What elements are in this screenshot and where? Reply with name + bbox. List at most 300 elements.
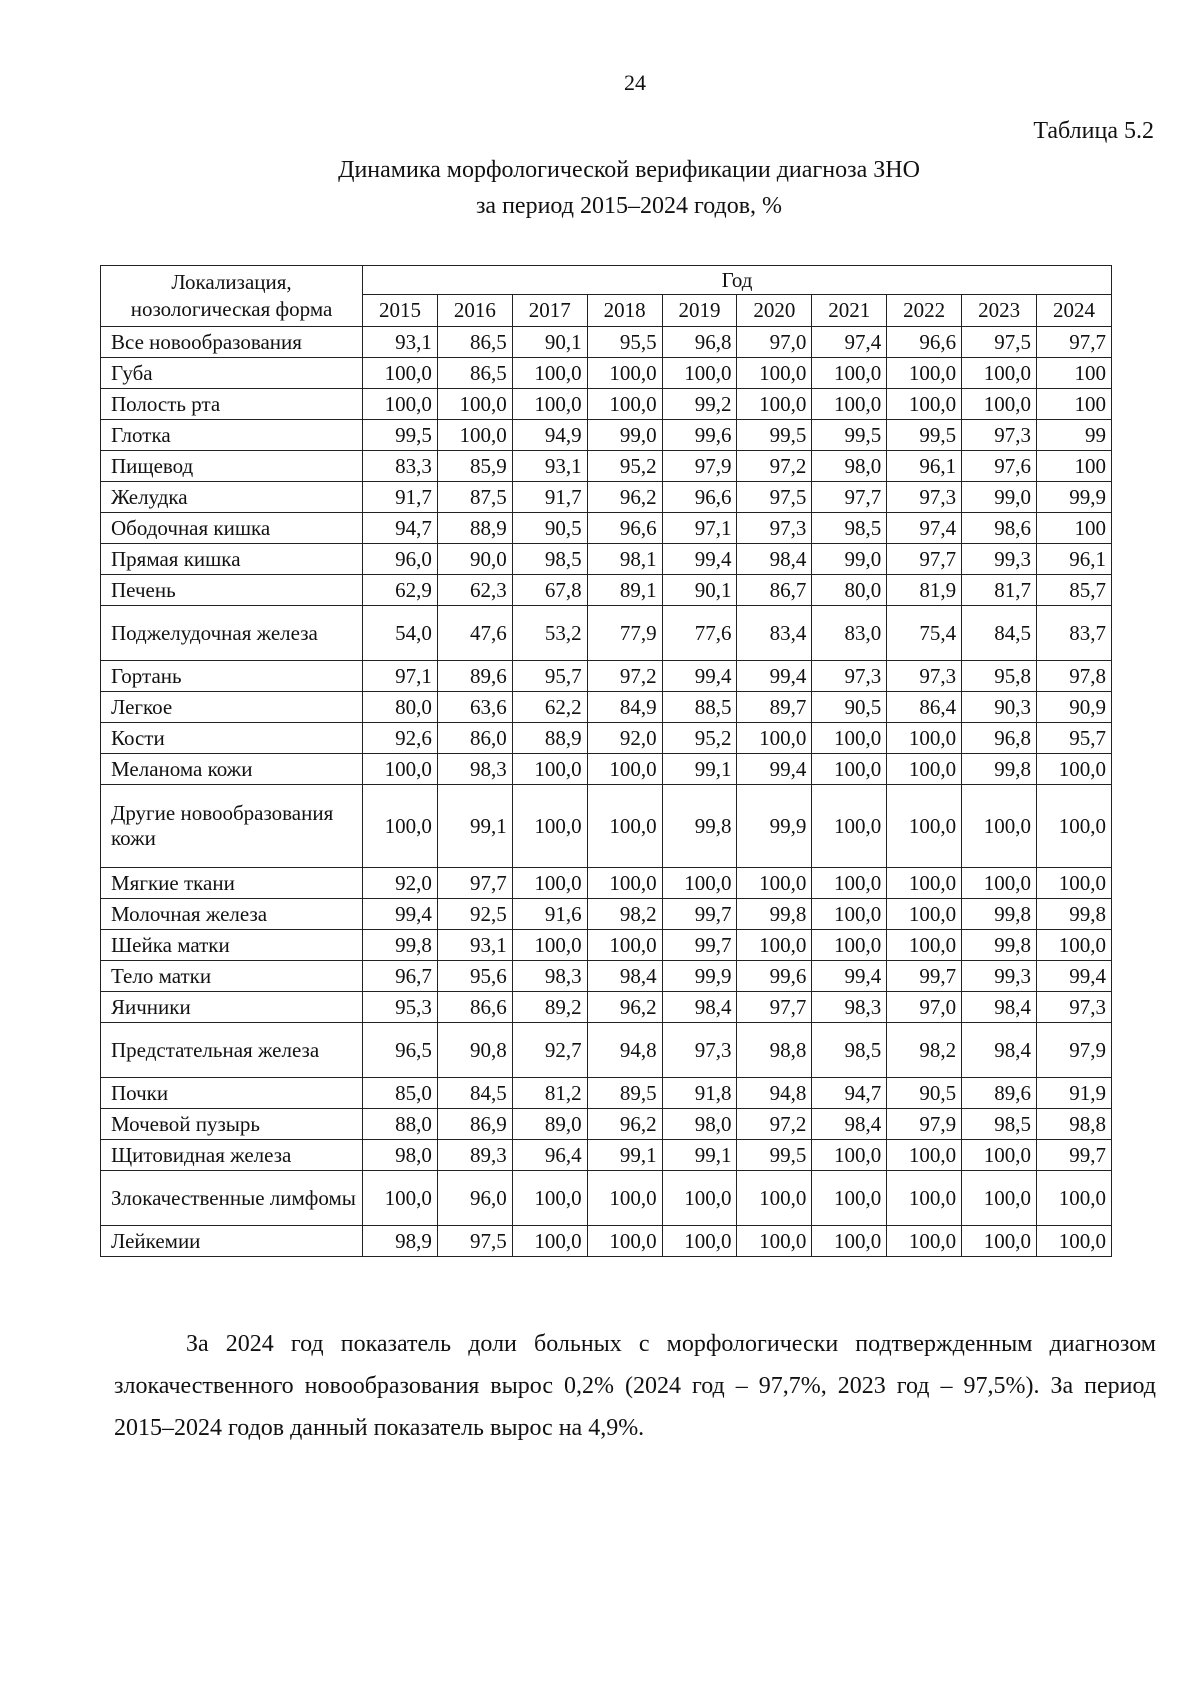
value-cell: 99,8 xyxy=(1037,899,1112,930)
value-cell: 97,3 xyxy=(1037,992,1112,1023)
value-cell: 63,6 xyxy=(437,692,512,723)
value-cell: 99,7 xyxy=(887,961,962,992)
value-cell: 97,2 xyxy=(737,451,812,482)
value-cell: 100,0 xyxy=(737,1171,812,1226)
value-cell: 100,0 xyxy=(512,1171,587,1226)
table-row xyxy=(101,575,1112,606)
value-cell: 86,7 xyxy=(737,575,812,606)
value-cell: 96,6 xyxy=(662,482,737,513)
value-cell: 100,0 xyxy=(962,868,1037,899)
value-cell: 100,0 xyxy=(363,389,438,420)
localization-cell: Полость рта xyxy=(101,389,363,420)
value-cell: 89,2 xyxy=(512,992,587,1023)
table-body xyxy=(101,327,1112,1257)
value-cell: 100,0 xyxy=(587,868,662,899)
value-cell: 100,0 xyxy=(512,1226,587,1257)
year-header-cell: 2015 xyxy=(363,295,438,327)
value-cell: 96,4 xyxy=(512,1140,587,1171)
value-cell: 98,4 xyxy=(812,1109,887,1140)
value-cell: 99,4 xyxy=(737,754,812,785)
value-cell: 99,4 xyxy=(812,961,887,992)
value-cell: 86,4 xyxy=(887,692,962,723)
value-cell: 98,4 xyxy=(962,1023,1037,1078)
value-cell: 77,6 xyxy=(662,606,737,661)
value-cell: 97,3 xyxy=(812,661,887,692)
value-cell: 100,0 xyxy=(812,389,887,420)
value-cell: 99,3 xyxy=(962,961,1037,992)
value-cell: 99,8 xyxy=(737,899,812,930)
value-cell: 98,4 xyxy=(662,992,737,1023)
value-cell: 100,0 xyxy=(887,1226,962,1257)
value-cell: 91,9 xyxy=(1037,1078,1112,1109)
value-cell: 98,5 xyxy=(962,1109,1037,1140)
value-cell: 100,0 xyxy=(962,1140,1037,1171)
value-cell: 77,9 xyxy=(587,606,662,661)
table-row xyxy=(101,451,1112,482)
value-cell: 100,0 xyxy=(363,754,438,785)
value-cell: 99,1 xyxy=(662,754,737,785)
table-row xyxy=(101,358,1112,389)
localization-header: Локализация, нозологическая форма xyxy=(101,266,363,327)
value-cell: 96,2 xyxy=(587,482,662,513)
value-cell: 90,1 xyxy=(662,575,737,606)
value-cell: 100,0 xyxy=(1037,785,1112,868)
value-cell: 97,7 xyxy=(887,544,962,575)
value-cell: 96,6 xyxy=(587,513,662,544)
value-cell: 99,9 xyxy=(1037,482,1112,513)
value-cell: 100,0 xyxy=(1037,754,1112,785)
value-cell: 99,8 xyxy=(962,899,1037,930)
value-cell: 53,2 xyxy=(512,606,587,661)
verification-table xyxy=(100,265,1112,1257)
value-cell: 89,7 xyxy=(737,692,812,723)
table-row xyxy=(101,754,1112,785)
value-cell: 99,4 xyxy=(662,661,737,692)
value-cell: 98,4 xyxy=(962,992,1037,1023)
table-row xyxy=(101,1109,1112,1140)
value-cell: 83,7 xyxy=(1037,606,1112,661)
value-cell: 88,5 xyxy=(662,692,737,723)
value-cell: 100,0 xyxy=(887,389,962,420)
value-cell: 99,7 xyxy=(1037,1140,1112,1171)
value-cell: 92,7 xyxy=(512,1023,587,1078)
value-cell: 90,5 xyxy=(812,692,887,723)
value-cell: 100 xyxy=(1037,513,1112,544)
table-row xyxy=(101,661,1112,692)
value-cell: 94,8 xyxy=(737,1078,812,1109)
table-row xyxy=(101,692,1112,723)
table-row xyxy=(101,606,1112,661)
value-cell: 83,0 xyxy=(812,606,887,661)
year-header-cell: 2017 xyxy=(512,295,587,327)
localization-cell: Шейка матки xyxy=(101,930,363,961)
localization-cell: Гортань xyxy=(101,661,363,692)
value-cell: 100,0 xyxy=(587,930,662,961)
value-cell: 99,5 xyxy=(737,420,812,451)
table-row xyxy=(101,868,1112,899)
value-cell: 97,7 xyxy=(437,868,512,899)
value-cell: 99,3 xyxy=(962,544,1037,575)
localization-cell: Глотка xyxy=(101,420,363,451)
value-cell: 99,9 xyxy=(662,961,737,992)
value-cell: 99,0 xyxy=(587,420,662,451)
value-cell: 100 xyxy=(1037,451,1112,482)
value-cell: 98,2 xyxy=(887,1023,962,1078)
value-cell: 97,3 xyxy=(962,420,1037,451)
value-cell: 98,0 xyxy=(363,1140,438,1171)
localization-cell: Лейкемии xyxy=(101,1226,363,1257)
value-cell: 98,5 xyxy=(812,1023,887,1078)
value-cell: 100,0 xyxy=(737,358,812,389)
value-cell: 96,0 xyxy=(363,544,438,575)
value-cell: 90,5 xyxy=(887,1078,962,1109)
value-cell: 95,7 xyxy=(1037,723,1112,754)
value-cell: 97,0 xyxy=(887,992,962,1023)
value-cell: 81,9 xyxy=(887,575,962,606)
value-cell: 91,7 xyxy=(512,482,587,513)
value-cell: 86,9 xyxy=(437,1109,512,1140)
localization-cell: Ободочная кишка xyxy=(101,513,363,544)
value-cell: 97,4 xyxy=(887,513,962,544)
value-cell: 80,0 xyxy=(812,575,887,606)
value-cell: 98,9 xyxy=(363,1226,438,1257)
value-cell: 100,0 xyxy=(887,785,962,868)
value-cell: 100,0 xyxy=(512,868,587,899)
value-cell: 100,0 xyxy=(587,1171,662,1226)
localization-cell: Желудка xyxy=(101,482,363,513)
value-cell: 85,9 xyxy=(437,451,512,482)
table-row xyxy=(101,389,1112,420)
value-cell: 98,8 xyxy=(737,1023,812,1078)
value-cell: 92,5 xyxy=(437,899,512,930)
value-cell: 81,2 xyxy=(512,1078,587,1109)
value-cell: 100,0 xyxy=(887,358,962,389)
value-cell: 54,0 xyxy=(363,606,438,661)
summary-paragraph: За 2024 год показатель доли больных с морфологически подтвержденным диагнозом злокачественного новообразования вырос 0,2% (2024 год – 97,7%, 2023 год – 97,5%). За период 2015–2024 годов данный показатель вырос на 4,9%. xyxy=(114,1331,1156,1441)
value-cell: 100,0 xyxy=(437,389,512,420)
value-cell: 98,5 xyxy=(512,544,587,575)
table-row xyxy=(101,1023,1112,1078)
value-cell: 100,0 xyxy=(662,358,737,389)
year-header-cell: 2023 xyxy=(962,295,1037,327)
value-cell: 97,9 xyxy=(1037,1023,1112,1078)
value-cell: 100,0 xyxy=(812,754,887,785)
localization-cell: Все новообразования xyxy=(101,327,363,358)
value-cell: 100,0 xyxy=(887,1171,962,1226)
value-cell: 97,3 xyxy=(887,482,962,513)
value-cell: 95,3 xyxy=(363,992,438,1023)
table-row xyxy=(101,1171,1112,1226)
value-cell: 100,0 xyxy=(737,930,812,961)
value-cell: 97,5 xyxy=(737,482,812,513)
value-cell: 98,0 xyxy=(662,1109,737,1140)
localization-cell: Молочная железа xyxy=(101,899,363,930)
value-cell: 86,0 xyxy=(437,723,512,754)
value-cell: 89,0 xyxy=(512,1109,587,1140)
value-cell: 98,3 xyxy=(512,961,587,992)
value-cell: 91,8 xyxy=(662,1078,737,1109)
value-cell: 100,0 xyxy=(962,358,1037,389)
table-row xyxy=(101,420,1112,451)
value-cell: 100,0 xyxy=(812,930,887,961)
value-cell: 97,3 xyxy=(662,1023,737,1078)
value-cell: 96,1 xyxy=(887,451,962,482)
localization-cell: Яичники xyxy=(101,992,363,1023)
value-cell: 96,8 xyxy=(662,327,737,358)
value-cell: 97,3 xyxy=(737,513,812,544)
value-cell: 85,7 xyxy=(1037,575,1112,606)
value-cell: 96,6 xyxy=(887,327,962,358)
value-cell: 99 xyxy=(1037,420,1112,451)
value-cell: 100,0 xyxy=(587,358,662,389)
value-cell: 89,6 xyxy=(437,661,512,692)
value-cell: 88,9 xyxy=(512,723,587,754)
value-cell: 100,0 xyxy=(812,358,887,389)
value-cell: 94,7 xyxy=(812,1078,887,1109)
value-cell: 90,5 xyxy=(512,513,587,544)
localization-cell: Кости xyxy=(101,723,363,754)
value-cell: 95,5 xyxy=(587,327,662,358)
page-number: 24 xyxy=(624,70,646,95)
value-cell: 100,0 xyxy=(1037,868,1112,899)
value-cell: 93,1 xyxy=(437,930,512,961)
value-cell: 100,0 xyxy=(887,723,962,754)
localization-cell: Прямая кишка xyxy=(101,544,363,575)
value-cell: 91,7 xyxy=(363,482,438,513)
value-cell: 100,0 xyxy=(737,868,812,899)
value-cell: 99,6 xyxy=(737,961,812,992)
value-cell: 97,5 xyxy=(962,327,1037,358)
table-row xyxy=(101,961,1112,992)
table-row xyxy=(101,513,1112,544)
value-cell: 62,3 xyxy=(437,575,512,606)
value-cell: 100,0 xyxy=(887,899,962,930)
value-cell: 99,4 xyxy=(1037,961,1112,992)
value-cell: 100 xyxy=(1037,358,1112,389)
value-cell: 100,0 xyxy=(812,1171,887,1226)
value-cell: 100,0 xyxy=(1037,1171,1112,1226)
value-cell: 99,7 xyxy=(662,930,737,961)
table-row xyxy=(101,992,1112,1023)
localization-cell: Меланома кожи xyxy=(101,754,363,785)
value-cell: 97,7 xyxy=(737,992,812,1023)
value-cell: 90,3 xyxy=(962,692,1037,723)
year-header-cell: 2020 xyxy=(737,295,812,327)
value-cell: 84,5 xyxy=(962,606,1037,661)
localization-cell: Мягкие ткани xyxy=(101,868,363,899)
table-row xyxy=(101,544,1112,575)
value-cell: 86,6 xyxy=(437,992,512,1023)
value-cell: 96,0 xyxy=(437,1171,512,1226)
value-cell: 100,0 xyxy=(962,1171,1037,1226)
value-cell: 100,0 xyxy=(587,754,662,785)
value-cell: 99,5 xyxy=(737,1140,812,1171)
table-row xyxy=(101,930,1112,961)
value-cell: 100,0 xyxy=(962,389,1037,420)
value-cell: 90,9 xyxy=(1037,692,1112,723)
localization-cell: Мочевой пузырь xyxy=(101,1109,363,1140)
value-cell: 99,5 xyxy=(887,420,962,451)
value-cell: 83,4 xyxy=(737,606,812,661)
value-cell: 87,5 xyxy=(437,482,512,513)
localization-cell: Почки xyxy=(101,1078,363,1109)
value-cell: 99,4 xyxy=(363,899,438,930)
value-cell: 92,6 xyxy=(363,723,438,754)
value-cell: 99,8 xyxy=(962,930,1037,961)
value-cell: 98,4 xyxy=(737,544,812,575)
value-cell: 100,0 xyxy=(812,1226,887,1257)
year-header-cell: 2021 xyxy=(812,295,887,327)
value-cell: 97,9 xyxy=(887,1109,962,1140)
value-cell: 100,0 xyxy=(812,1140,887,1171)
value-cell: 100,0 xyxy=(587,1226,662,1257)
value-cell: 100,0 xyxy=(363,358,438,389)
value-cell: 100,0 xyxy=(512,754,587,785)
localization-cell: Тело матки xyxy=(101,961,363,992)
value-cell: 83,3 xyxy=(363,451,438,482)
localization-cell: Легкое xyxy=(101,692,363,723)
value-cell: 96,7 xyxy=(363,961,438,992)
value-cell: 100,0 xyxy=(887,754,962,785)
value-cell: 100,0 xyxy=(737,389,812,420)
value-cell: 100,0 xyxy=(887,868,962,899)
value-cell: 94,9 xyxy=(512,420,587,451)
value-cell: 100,0 xyxy=(662,868,737,899)
year-header-cell: 2019 xyxy=(662,295,737,327)
value-cell: 90,8 xyxy=(437,1023,512,1078)
value-cell: 99,5 xyxy=(363,420,438,451)
year-header-cell: 2022 xyxy=(887,295,962,327)
value-cell: 98,8 xyxy=(1037,1109,1112,1140)
value-cell: 97,7 xyxy=(1037,327,1112,358)
localization-cell: Щитовидная железа xyxy=(101,1140,363,1171)
value-cell: 100,0 xyxy=(962,785,1037,868)
table-label: Таблица 5.2 xyxy=(1033,118,1154,144)
table-row xyxy=(101,723,1112,754)
value-cell: 75,4 xyxy=(887,606,962,661)
value-cell: 99,6 xyxy=(662,420,737,451)
value-cell: 100,0 xyxy=(887,930,962,961)
value-cell: 90,0 xyxy=(437,544,512,575)
value-cell: 97,2 xyxy=(587,661,662,692)
value-cell: 86,5 xyxy=(437,358,512,389)
localization-cell: Злокачественные лимфомы xyxy=(101,1171,363,1226)
year-group-header: Год xyxy=(363,266,1112,295)
value-cell: 94,8 xyxy=(587,1023,662,1078)
table-row xyxy=(101,785,1112,868)
value-cell: 92,0 xyxy=(363,868,438,899)
value-cell: 99,1 xyxy=(662,1140,737,1171)
value-cell: 85,0 xyxy=(363,1078,438,1109)
year-header-cell: 2018 xyxy=(587,295,662,327)
value-cell: 100,0 xyxy=(512,930,587,961)
value-cell: 98,4 xyxy=(587,961,662,992)
value-cell: 100,0 xyxy=(812,723,887,754)
value-cell: 89,1 xyxy=(587,575,662,606)
localization-cell: Предстательная железа xyxy=(101,1023,363,1078)
value-cell: 96,5 xyxy=(363,1023,438,1078)
value-cell: 100,0 xyxy=(1037,1226,1112,1257)
value-cell: 86,5 xyxy=(437,327,512,358)
value-cell: 89,5 xyxy=(587,1078,662,1109)
value-cell: 89,3 xyxy=(437,1140,512,1171)
localization-cell: Поджелудочная железа xyxy=(101,606,363,661)
value-cell: 97,3 xyxy=(887,661,962,692)
value-cell: 100,0 xyxy=(812,868,887,899)
value-cell: 100,0 xyxy=(812,785,887,868)
value-cell: 100,0 xyxy=(662,1171,737,1226)
value-cell: 91,6 xyxy=(512,899,587,930)
value-cell: 100,0 xyxy=(512,358,587,389)
value-cell: 97,7 xyxy=(812,482,887,513)
table-row xyxy=(101,1140,1112,1171)
value-cell: 99,5 xyxy=(812,420,887,451)
value-cell: 97,2 xyxy=(737,1109,812,1140)
value-cell: 94,7 xyxy=(363,513,438,544)
value-cell: 97,5 xyxy=(437,1226,512,1257)
value-cell: 99,1 xyxy=(587,1140,662,1171)
table-row xyxy=(101,327,1112,358)
value-cell: 96,2 xyxy=(587,992,662,1023)
value-cell: 98,1 xyxy=(587,544,662,575)
value-cell: 97,8 xyxy=(1037,661,1112,692)
value-cell: 96,1 xyxy=(1037,544,1112,575)
table-row xyxy=(101,899,1112,930)
value-cell: 100,0 xyxy=(587,785,662,868)
value-cell: 81,7 xyxy=(962,575,1037,606)
value-cell: 88,9 xyxy=(437,513,512,544)
value-cell: 93,1 xyxy=(363,327,438,358)
value-cell: 100,0 xyxy=(587,389,662,420)
localization-cell: Губа xyxy=(101,358,363,389)
value-cell: 100,0 xyxy=(812,899,887,930)
value-cell: 99,9 xyxy=(737,785,812,868)
value-cell: 99,0 xyxy=(962,482,1037,513)
value-cell: 100,0 xyxy=(1037,930,1112,961)
value-cell: 100,0 xyxy=(887,1140,962,1171)
table-title xyxy=(100,152,1158,224)
value-cell: 100,0 xyxy=(662,1226,737,1257)
year-header-cell: 2024 xyxy=(1037,295,1112,327)
value-cell: 100,0 xyxy=(512,389,587,420)
value-cell: 100,0 xyxy=(962,1226,1037,1257)
value-cell: 99,0 xyxy=(812,544,887,575)
localization-cell: Пищевод xyxy=(101,451,363,482)
value-cell: 90,1 xyxy=(512,327,587,358)
value-cell: 84,5 xyxy=(437,1078,512,1109)
value-cell: 100,0 xyxy=(437,420,512,451)
value-cell: 99,8 xyxy=(363,930,438,961)
value-cell: 95,6 xyxy=(437,961,512,992)
value-cell: 98,0 xyxy=(812,451,887,482)
value-cell: 98,2 xyxy=(587,899,662,930)
value-cell: 95,8 xyxy=(962,661,1037,692)
value-cell: 97,1 xyxy=(662,513,737,544)
localization-cell: Печень xyxy=(101,575,363,606)
table-row xyxy=(101,1078,1112,1109)
value-cell: 97,0 xyxy=(737,327,812,358)
value-cell: 99,2 xyxy=(662,389,737,420)
value-cell: 97,4 xyxy=(812,327,887,358)
value-cell: 84,9 xyxy=(587,692,662,723)
value-cell: 98,3 xyxy=(812,992,887,1023)
value-cell: 92,0 xyxy=(587,723,662,754)
value-cell: 100,0 xyxy=(737,723,812,754)
value-cell: 93,1 xyxy=(512,451,587,482)
value-cell: 97,6 xyxy=(962,451,1037,482)
value-cell: 80,0 xyxy=(363,692,438,723)
value-cell: 95,7 xyxy=(512,661,587,692)
